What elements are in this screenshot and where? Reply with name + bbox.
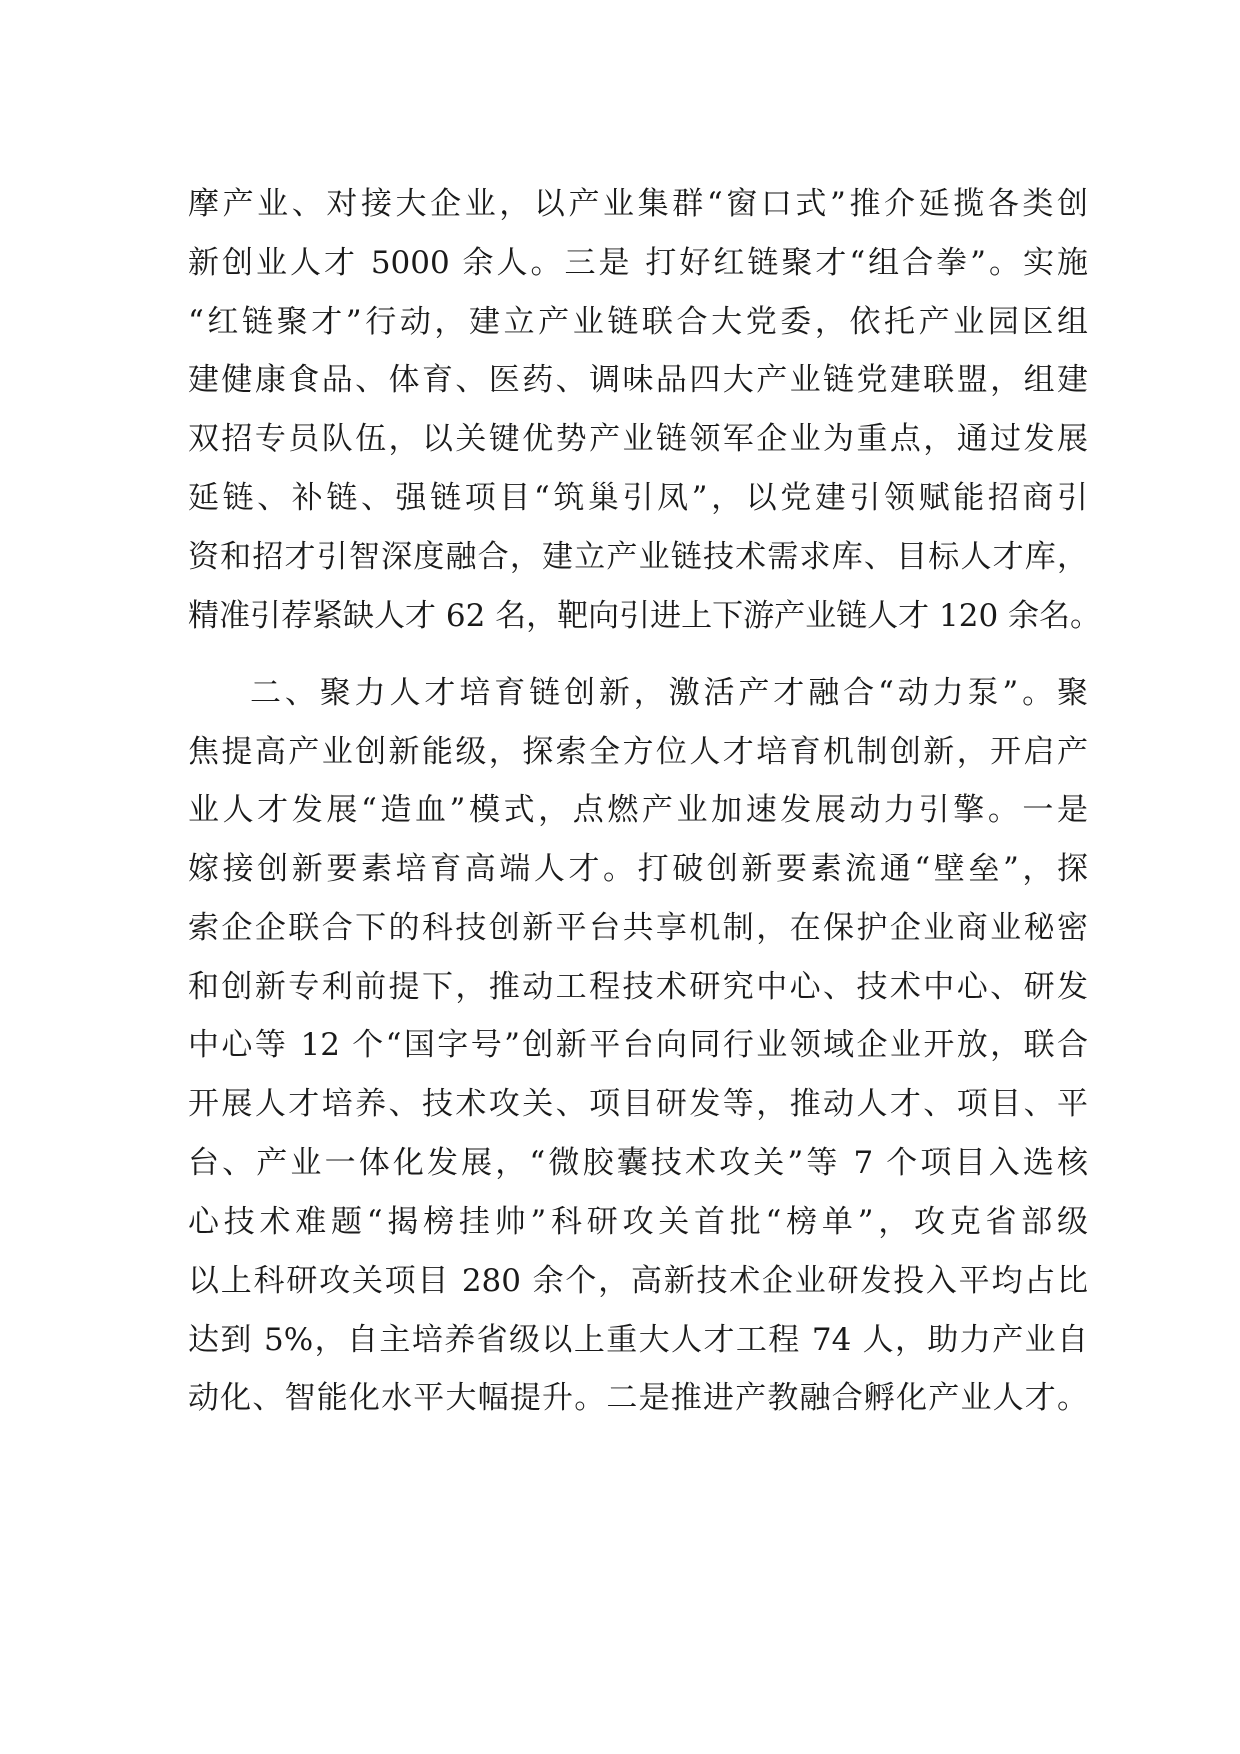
text-line: 精准引荐紧缺人才 62 名，靶向引进上下游产业链人才 120 余名。 <box>188 598 1102 634</box>
text-line: 索企企联合下的科技创新平台共享机制，在保护企业商业秘密 <box>188 910 1088 946</box>
text-line: 嫁接创新要素培育高端人才。打破创新要素流通“壁垒”，探 <box>188 851 1088 887</box>
text-line: 和创新专利前提下，推动工程技术研究中心、技术中心、研发 <box>188 969 1088 1005</box>
text-line: 中心等 12 个“国字号”创新平台向同行业领域企业开放，联合 <box>188 1027 1088 1063</box>
text-line: 摩产业、对接大企业，以产业集群“窗口式”推介延揽各类创 <box>188 186 1088 222</box>
paragraph-heading-line: 二、聚力人才培育链创新，激活产才融合“动力泵”。聚 <box>250 675 1088 711</box>
text-line: 台、产业一体化发展，“微胶囊技术攻关”等 7 个项目入选核 <box>188 1145 1088 1181</box>
text-line: 新创业人才 5000 余人。三是 打好红链聚才“组合拳”。实施 <box>188 245 1088 281</box>
text-line: 建健康食品、体育、医药、调味品四大产业链党建联盟，组建 <box>188 362 1088 398</box>
text-line: 以上科研攻关项目 280 余个，高新技术企业研发投入平均占比 <box>188 1263 1088 1299</box>
text-line: 资和招才引智深度融合，建立产业链技术需求库、目标人才库， <box>188 539 1088 575</box>
text-line: 心技术难题“揭榜挂帅”科研攻关首批“榜单”，攻克省部级 <box>188 1204 1088 1240</box>
text-line: “红链聚才”行动，建立产业链联合大党委，依托产业园区组 <box>188 304 1088 340</box>
text-line: 开展人才培养、技术攻关、项目研发等，推动人才、项目、平 <box>188 1086 1088 1122</box>
text-line: 达到 5%，自主培养省级以上重大人才工程 74 人，助力产业自 <box>188 1322 1088 1358</box>
text-line: 延链、补链、强链项目“筑巢引凤”，以党建引领赋能招商引 <box>188 480 1088 516</box>
text-line: 业人才发展“造血”模式，点燃产业加速发展动力引擎。一是 <box>188 792 1088 828</box>
text-line: 动化、智能化水平大幅提升。二是推进产教融合孵化产业人才。 <box>188 1380 1088 1416</box>
text-line: 焦提高产业创新能级，探索全方位人才培育机制创新，开启产 <box>188 734 1088 770</box>
text-line: 双招专员队伍，以关键优势产业链领军企业为重点，通过发展 <box>188 421 1088 457</box>
